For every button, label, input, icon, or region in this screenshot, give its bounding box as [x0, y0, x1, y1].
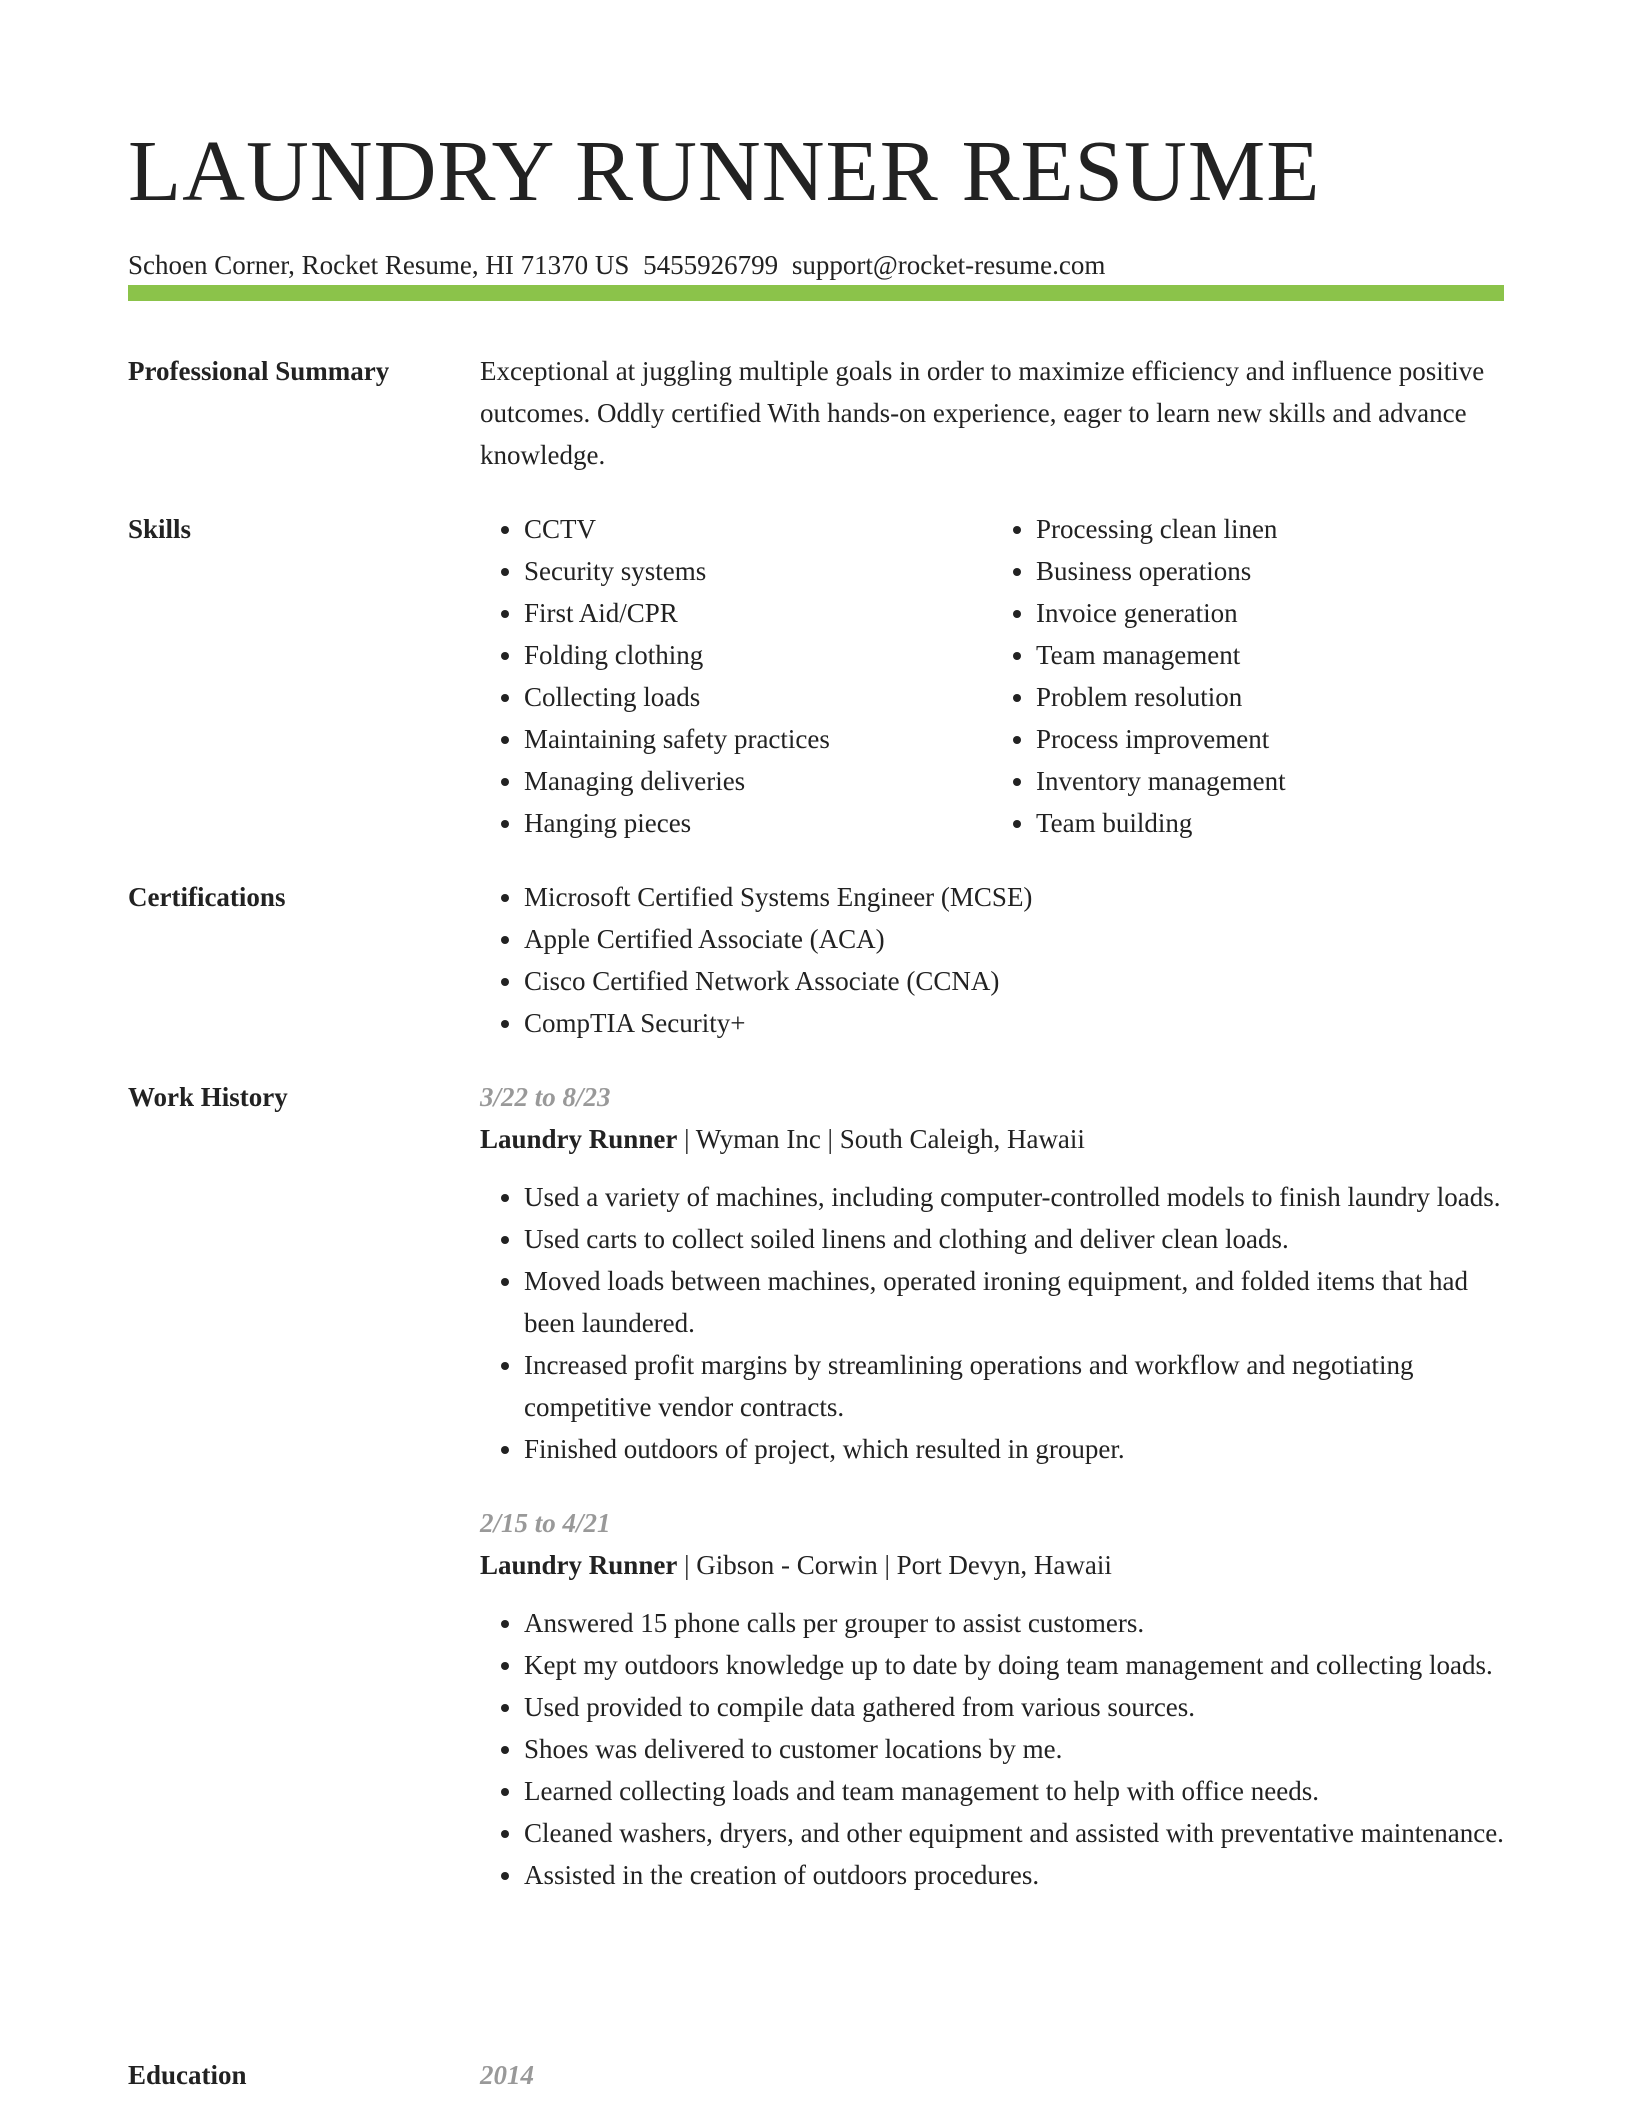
job-title: Laundry Runner — [480, 1550, 678, 1580]
skill-item: • Process improvement — [1036, 718, 1504, 760]
skill-item: • Inventory management — [1036, 760, 1504, 802]
skill-item: • Business operations — [1036, 550, 1504, 592]
job-bullet: • Assisted in the creation of outdoors procedures. — [524, 1854, 1504, 1896]
skill-item: • CCTV — [524, 508, 992, 550]
certification-item: • Microsoft Certified Systems Engineer (MCSE) — [524, 876, 1504, 918]
accent-divider — [128, 285, 1504, 301]
job-bullet: • Moved loads between machines, operated ironing equipment, and folded items that had been laundered. — [524, 1260, 1504, 1344]
job-details: | Gibson - Corwin | Port Devyn, Hawaii — [677, 1550, 1112, 1580]
skill-item: • Folding clothing — [524, 634, 992, 676]
job-bullets — [480, 1176, 1504, 1470]
job-bullet: • Used carts to collect soiled linens and clothing and deliver clean loads. — [524, 1218, 1504, 1260]
job-bullet: • Kept my outdoors knowledge up to date by doing team management and collecting loads. — [524, 1644, 1504, 1686]
job-header — [480, 1118, 1504, 1160]
job-dates: 2/15 to 4/21 — [480, 1508, 611, 1538]
skill-item: • Problem resolution — [1036, 676, 1504, 718]
skill-item: • Managing deliveries — [524, 760, 992, 802]
education-heading: Education — [128, 2060, 247, 2090]
certification-item: • Apple Certified Associate (ACA) — [524, 918, 1504, 960]
job-bullet: • Answered 15 phone calls per grouper to assist customers. — [524, 1602, 1504, 1644]
skill-item: • Invoice generation — [1036, 592, 1504, 634]
skill-item: • First Aid/CPR — [524, 592, 992, 634]
skills-grid — [480, 508, 1504, 844]
job-bullet: • Learned collecting loads and team management to help with office needs. — [524, 1770, 1504, 1812]
job-bullet: • Used a variety of machines, including computer-controlled models to finish laundry loads. — [524, 1176, 1504, 1218]
certification-item: • CompTIA Security+ — [524, 1002, 1504, 1044]
job-bullet: • Increased profit margins by streamlining operations and workflow and negotiating competitive vendor contracts. — [524, 1344, 1504, 1428]
skills-list-right — [992, 508, 1504, 844]
job-entry — [480, 1502, 1504, 1896]
skill-item: • Hanging pieces — [524, 802, 992, 844]
skills-heading: Skills — [128, 514, 192, 544]
skill-item: • Team management — [1036, 634, 1504, 676]
job-bullet: • Finished outdoors of project, which resulted in grouper. — [524, 1428, 1504, 1470]
job-entry — [480, 1076, 1504, 1470]
contact-phone: 5455926799 — [643, 250, 779, 280]
certification-item: • Cisco Certified Network Associate (CCNA) — [524, 960, 1504, 1002]
skill-item: • Team building — [1036, 802, 1504, 844]
summary-heading: Professional Summary — [128, 356, 390, 386]
skill-item: • Processing clean linen — [1036, 508, 1504, 550]
job-bullet: • Used provided to compile data gathered from various sources. — [524, 1686, 1504, 1728]
job-header — [480, 1544, 1504, 1586]
summary-text: Exceptional at juggling multiple goals in order to maximize efficiency and influence positive outcomes. Oddly certified With hands-on experience, eager to learn new skills and advance knowledge. — [480, 356, 1485, 470]
skill-item: • Collecting loads — [524, 676, 992, 718]
contact-line — [128, 248, 1504, 282]
job-bullet: • Shoes was delivered to customer locations by me. — [524, 1728, 1504, 1770]
certifications-list — [480, 876, 1504, 1044]
resume-title: LAUNDRY RUNNER RESUME — [128, 122, 1321, 219]
job-details: | Wyman Inc | South Caleigh, Hawaii — [677, 1124, 1085, 1154]
certifications-heading: Certifications — [128, 882, 286, 912]
work-history-heading: Work History — [128, 1082, 288, 1112]
contact-email: support@rocket-resume.com — [791, 250, 1106, 280]
contact-address: Schoen Corner, Rocket Resume, HI 71370 US — [128, 250, 630, 280]
job-bullet: • Cleaned washers, dryers, and other equipment and assisted with preventative maintenance. — [524, 1812, 1504, 1854]
job-bullets — [480, 1602, 1504, 1896]
education-year: 2014 — [480, 2060, 534, 2090]
job-title: Laundry Runner — [480, 1124, 678, 1154]
skill-item: • Maintaining safety practices — [524, 718, 992, 760]
skill-item: • Security systems — [524, 550, 992, 592]
skills-list-left — [480, 508, 992, 844]
job-dates: 3/22 to 8/23 — [480, 1082, 611, 1112]
resume-header — [128, 118, 1504, 282]
